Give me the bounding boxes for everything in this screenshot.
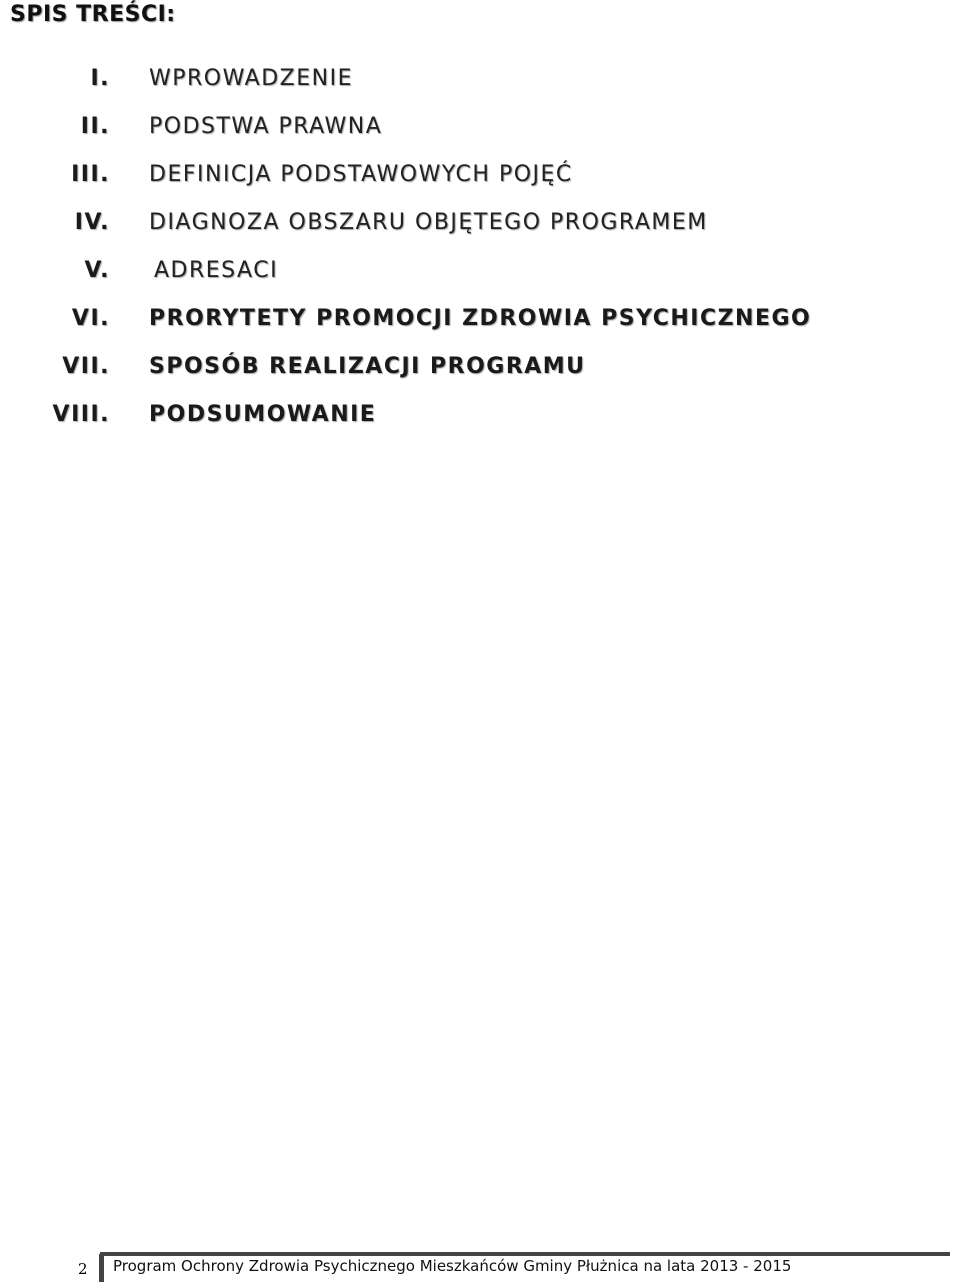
toc-numeral: I. xyxy=(90,66,110,91)
toc-item-sposob-realizacji xyxy=(0,348,960,396)
page-number: 2 xyxy=(78,1260,88,1278)
toc-item-diagnoza xyxy=(0,204,960,252)
toc-title: ADRESACI xyxy=(154,258,279,283)
toc-numeral: VIII. xyxy=(52,402,110,427)
toc-item-priorytety xyxy=(0,300,960,348)
toc-heading: SPIS TREŚCI: xyxy=(10,2,176,27)
toc-numeral: IV. xyxy=(74,210,110,235)
page-footer xyxy=(0,1246,960,1283)
toc-numeral: V. xyxy=(84,258,110,283)
toc-item-podstawa-prawna xyxy=(0,108,960,156)
toc-title: PRORYTETY PROMOCJI ZDROWIA PSYCHICZNEGO xyxy=(149,306,812,331)
toc-numeral: VII. xyxy=(62,354,110,379)
footer-text: Program Ochrony Zdrowia Psychicznego Mieszkańców Gminy Płużnica na lata 2013 - 2015 xyxy=(113,1257,792,1275)
toc-title: SPOSÓB REALIZACJI PROGRAMU xyxy=(149,354,586,379)
toc-numeral: III. xyxy=(71,162,110,187)
toc-item-definicja xyxy=(0,156,960,204)
toc-item-adresaci xyxy=(0,252,960,300)
toc-title: WPROWADZENIE xyxy=(149,66,353,91)
footer-divider xyxy=(99,1254,104,1282)
toc-item-podsumowanie xyxy=(0,396,960,444)
toc-title: PODSTWA PRAWNA xyxy=(149,114,383,139)
toc-item-wprowadzenie xyxy=(0,60,960,108)
footer-rule xyxy=(100,1252,950,1256)
toc-title: DIAGNOZA OBSZARU OBJĘTEGO PROGRAMEM xyxy=(149,210,708,235)
toc-title: PODSUMOWANIE xyxy=(149,402,377,427)
table-of-contents xyxy=(0,60,960,444)
toc-numeral: II. xyxy=(80,114,110,139)
toc-numeral: VI. xyxy=(71,306,110,331)
toc-title: DEFINICJA PODSTAWOWYCH POJĘĆ xyxy=(149,162,573,187)
